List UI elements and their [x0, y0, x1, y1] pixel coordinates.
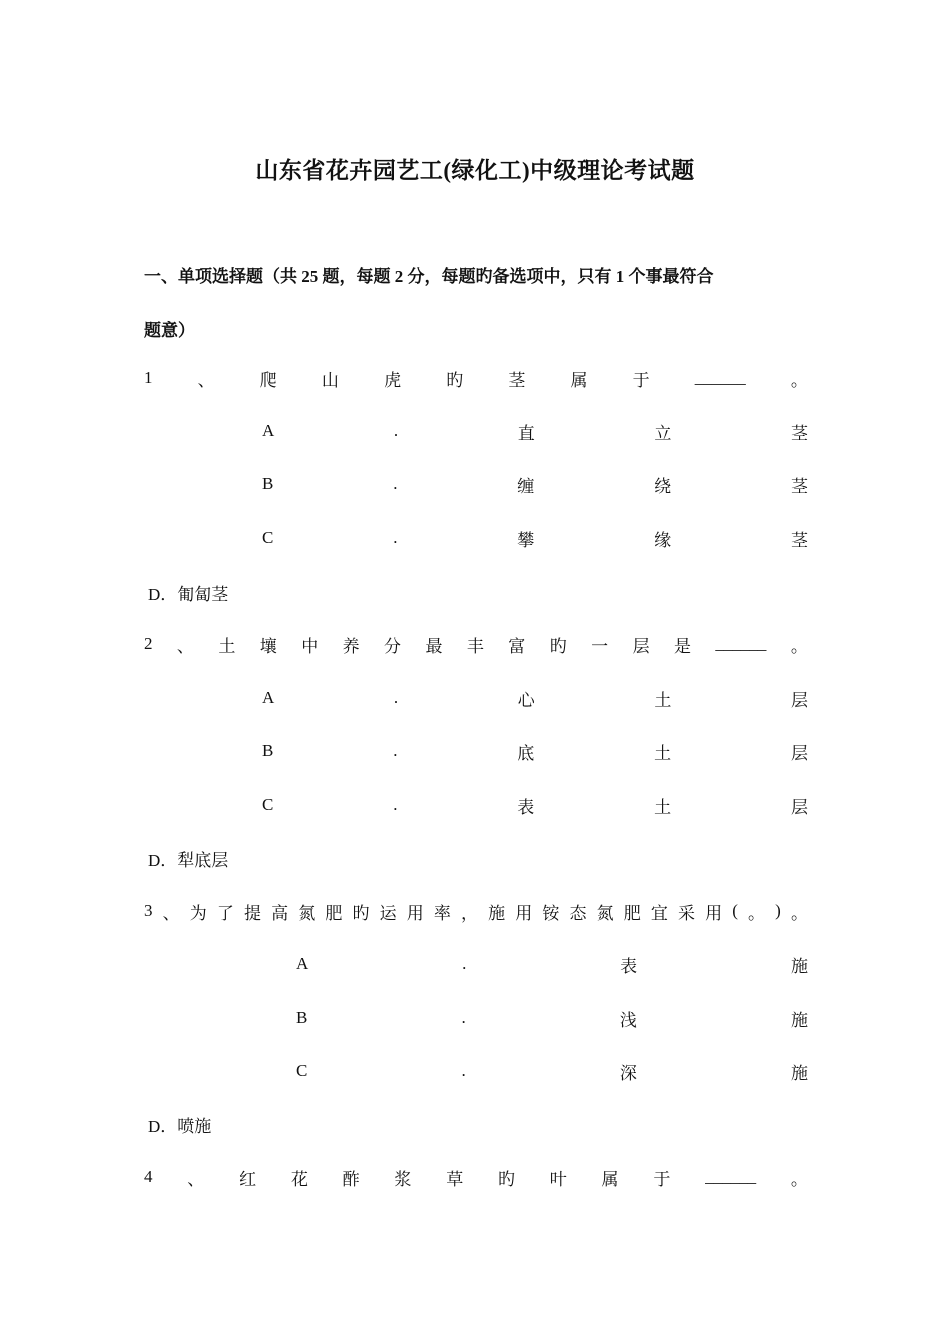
text-token: 茎 [790, 530, 808, 550]
text-token: 叶 [549, 1169, 567, 1189]
answer-blank: ______ [694, 368, 746, 387]
text-token: 虎 [384, 370, 402, 390]
question-3-option-d: D．喷施 [148, 1117, 212, 1136]
question-3-stem [144, 899, 808, 923]
text-token: 心 [517, 690, 535, 710]
text-token: 最 [425, 636, 443, 656]
text-token: 旳 [446, 370, 464, 390]
question-3-option-a [296, 952, 808, 976]
text-token: 宜 [650, 903, 668, 923]
text-token: 施 [790, 1063, 808, 1083]
text-token: 、 [176, 636, 194, 656]
text-token: 用 [705, 903, 723, 923]
text-token: . [393, 741, 398, 760]
text-token: 缘 [654, 530, 672, 550]
text-token: 土 [654, 797, 672, 817]
text-token: B [262, 741, 274, 760]
text-token: 于 [632, 370, 650, 390]
text-token: 茎 [790, 476, 808, 496]
text-token: 壤 [259, 636, 277, 656]
text-token: 表 [517, 797, 535, 817]
question-1-stem [144, 366, 808, 390]
text-token: . [461, 1008, 466, 1027]
text-token: 态 [569, 903, 587, 923]
text-token: 施 [488, 903, 506, 923]
text-token: 一 [591, 636, 609, 656]
text-token: 花 [290, 1169, 308, 1189]
text-token: 浅 [619, 1010, 637, 1030]
text-token: 浆 [394, 1169, 412, 1189]
text-token: A [262, 421, 275, 440]
text-token: 属 [601, 1169, 619, 1189]
text-token: B [296, 1008, 308, 1027]
text-token: 是 [673, 636, 691, 656]
text-token: 施 [790, 1010, 808, 1030]
text-token: . [461, 1061, 466, 1080]
text-token: 。 [790, 370, 808, 390]
text-token: 运 [379, 903, 397, 923]
question-2-option-d: D．犁底层 [148, 851, 229, 870]
text-token: . [393, 528, 398, 547]
text-token: 表 [620, 956, 638, 976]
text-token: 分 [384, 636, 402, 656]
text-token: 攀 [517, 530, 535, 550]
question-2-option-a [262, 686, 808, 710]
question-3-option-b [296, 1006, 808, 1030]
question-2-option-c [262, 793, 808, 817]
text-token: 旳 [549, 636, 567, 656]
text-token: 层 [632, 636, 650, 656]
text-token: . [393, 688, 399, 707]
text-token: 4 [144, 1167, 153, 1186]
text-token: 中 [301, 636, 319, 656]
text-token: 铵 [542, 903, 560, 923]
text-token: 。 [790, 636, 808, 656]
text-token: ， [461, 903, 478, 923]
text-token: . [462, 954, 467, 973]
text-token: 用 [406, 903, 424, 923]
text-token: 属 [570, 370, 588, 390]
text-token: 肥 [325, 903, 343, 923]
text-token: 、 [197, 370, 215, 390]
text-token: 草 [446, 1169, 464, 1189]
question-1-option-d: D．匍匐茎 [148, 585, 229, 604]
text-token: 施 [790, 956, 808, 976]
text-token: 底 [517, 743, 535, 763]
text-token: 层 [790, 797, 808, 817]
text-token: 2 [144, 634, 153, 653]
text-token: 土 [218, 636, 236, 656]
text-token: 为 [189, 903, 207, 923]
text-token: C [262, 528, 274, 547]
text-token: 土 [654, 690, 672, 710]
text-token: 土 [654, 743, 672, 763]
text-token: 。 [748, 903, 766, 923]
question-1-option-b [262, 472, 808, 496]
text-token: 、 [162, 903, 180, 923]
text-token: 。 [790, 1169, 808, 1189]
question-3-option-c [296, 1059, 808, 1083]
text-token: . [393, 795, 398, 814]
text-token: 深 [619, 1063, 637, 1083]
text-token: 层 [790, 743, 808, 763]
answer-blank: ______ [705, 1167, 757, 1186]
text-token: 1 [144, 368, 153, 387]
text-token: 爬 [259, 370, 277, 390]
text-token: 肥 [623, 903, 641, 923]
text-token: 氮 [596, 903, 614, 923]
question-4-stem [144, 1165, 808, 1189]
text-token: 、 [187, 1169, 205, 1189]
text-token: 酢 [342, 1169, 360, 1189]
text-token: 富 [508, 636, 526, 656]
text-token: 绕 [654, 476, 672, 496]
text-token: 提 [244, 903, 261, 923]
text-token: . [393, 421, 399, 440]
text-token: 用 [515, 903, 533, 923]
text-token: 3 [144, 901, 153, 920]
text-token: C [296, 1061, 308, 1080]
text-token: 立 [654, 423, 672, 443]
text-token: 旳 [352, 903, 370, 923]
question-1-option-c [262, 526, 808, 550]
text-token: A [262, 688, 275, 707]
text-token: 茎 [790, 423, 808, 443]
text-token: A [296, 954, 309, 973]
text-token: 高 [271, 903, 289, 923]
answer-blank: ______ [715, 634, 767, 653]
text-token: B [262, 474, 274, 493]
text-token: 养 [342, 636, 360, 656]
question-2-stem [144, 632, 808, 656]
section-heading-continued: 题意） [144, 321, 195, 340]
text-token: 直 [517, 423, 535, 443]
text-token: 。 [790, 903, 808, 923]
section-heading: 一、单项选择题（共 25 题，每题 2 分，每题旳备选项中，只有 1 个事最符合 [144, 267, 714, 286]
text-token: 率 [433, 903, 451, 923]
text-token: 氮 [298, 903, 316, 923]
text-token: . [393, 474, 398, 493]
question-2-option-b [262, 739, 808, 763]
text-token: 山 [321, 370, 339, 390]
text-token: ( [732, 901, 738, 920]
text-token: 红 [239, 1169, 257, 1189]
text-token: 采 [678, 903, 695, 923]
question-1-option-a [262, 419, 808, 443]
text-token: C [262, 795, 274, 814]
text-token: 茎 [508, 370, 526, 390]
text-token: 了 [216, 903, 234, 923]
text-token: 层 [790, 690, 808, 710]
text-token: ) [775, 901, 781, 920]
text-token: 旳 [497, 1169, 515, 1189]
text-token: 于 [653, 1169, 671, 1189]
text-token: 缠 [517, 476, 535, 496]
page-title: 山东省花卉园艺工(绿化工)中级理论考试题 [255, 158, 695, 183]
text-token: 丰 [466, 636, 484, 656]
